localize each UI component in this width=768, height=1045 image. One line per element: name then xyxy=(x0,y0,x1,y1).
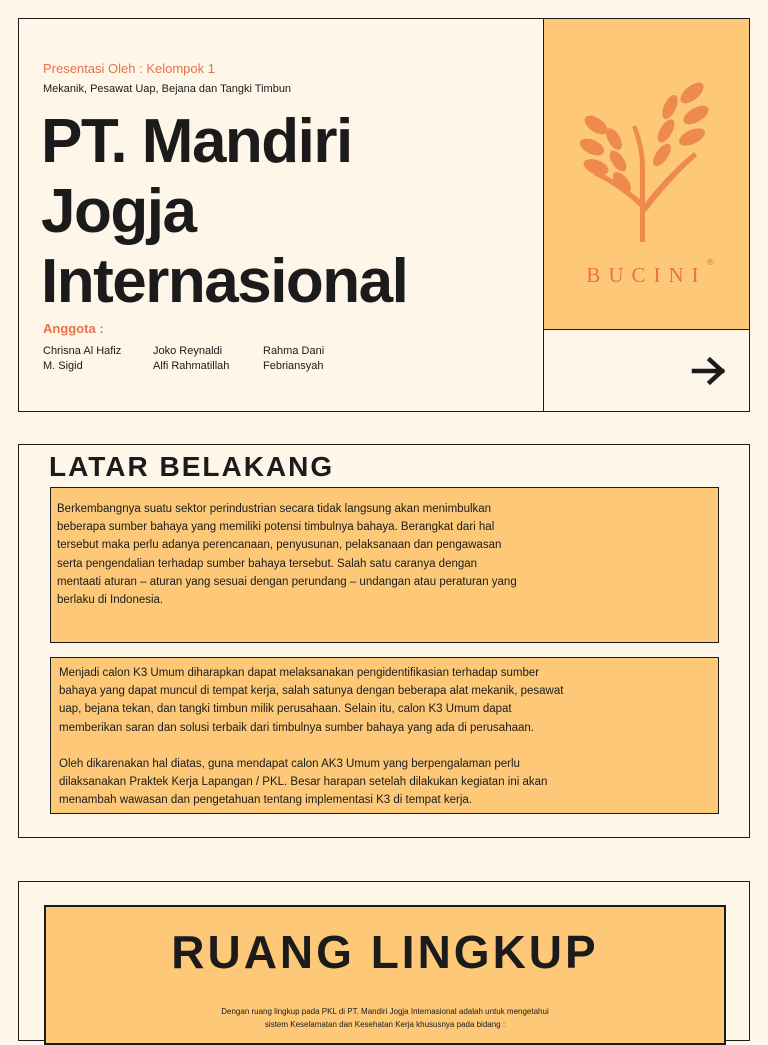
scope-slide xyxy=(18,881,750,1041)
members-list xyxy=(43,344,373,374)
text-box xyxy=(50,487,719,643)
arrow-panel xyxy=(544,330,749,411)
member-name: M. Sigid xyxy=(43,360,83,372)
arrow-right-icon[interactable] xyxy=(692,356,726,386)
presenter-text: Presentasi Oleh : Kelompok 1 xyxy=(43,61,215,76)
member-name: Joko Reynaldi xyxy=(153,345,223,357)
logo-panel xyxy=(544,19,749,330)
members-column xyxy=(153,344,263,374)
company-title-line: PT. Mandiri xyxy=(41,107,352,176)
scope-text: Dengan ruang lingkup pada PKL di PT. Mandiri Jogja Internasional adalah untuk mengetahui sistem Keselamatan dan Kesehatan Kerja khususnya pada bidang : xyxy=(221,1007,549,1029)
title-slide xyxy=(18,18,750,412)
text-box xyxy=(50,657,719,814)
member-name: Alfi Rahmatillah xyxy=(153,360,230,372)
wheat-icon xyxy=(574,57,719,247)
members-column xyxy=(43,344,153,374)
member-name: Febriansyah xyxy=(263,360,324,372)
paragraph: Berkembangnya suatu sektor perindustrian secara tidak langsung akan menimbulkan beberapa sumber bahaya yang memiliki potensi timbulnya bahaya. Berangkat dari hal tersebut maka perlu adanya perencanaan, penyusunan, pelaksanaan dan pengawasan serta pengendalian terhadap sumber bahaya tersebut. Salah satu caranya dengan mentaati aturan – aturan yang sesuai dengan perundang – undangan atau peraturan yang berlaku di Indonesia. xyxy=(57,503,517,607)
company-title-line: Jogja xyxy=(41,177,196,246)
brand-logo-text: BUCINI xyxy=(586,263,707,287)
subtitle-text: Mekanik, Pesawat Uap, Bejana dan Tangki Timbun xyxy=(43,83,292,95)
member-name: Chrisna Al Hafiz xyxy=(43,345,122,357)
company-title-line: Internasional xyxy=(41,247,408,316)
section-heading: RUANG LINGKUP xyxy=(171,926,599,978)
company-title xyxy=(41,107,521,317)
member-name: Rahma Dani xyxy=(263,345,325,357)
paragraph: Oleh dikarenakan hal diatas, guna mendapat calon AK3 Umum yang berpengalaman perlu dilaksanakan Praktek Kerja Lapangan / PKL. Besar harapan setelah dilakukan kegiatan ini akan menambah wawasan dan pengetahuan tentang implementasi K3 di tempat kerja. xyxy=(59,757,548,807)
paragraph: Menjadi calon K3 Umum diharapkan dapat melaksanakan pengidentifikasian terhadap sumber bahaya yang dapat muncul di tempat kerja, salah satunya dengan beberapa alat mekanik, pesawat uap, bejana tekan, dan tangki timbun milik perusahaan. Selain itu, calon K3 Umum dapat memberikan saran dan solusi terbaik dari timbulnya sumber bahaya yang ada di perusahaan. xyxy=(59,667,564,734)
title-panel xyxy=(19,19,544,411)
members-column xyxy=(263,344,373,374)
members-label: Anggota : xyxy=(43,321,104,336)
registered-mark: ® xyxy=(707,257,714,267)
background-slide xyxy=(18,444,750,838)
scope-panel xyxy=(44,905,726,1045)
section-heading: LATAR BELAKANG xyxy=(49,451,335,482)
